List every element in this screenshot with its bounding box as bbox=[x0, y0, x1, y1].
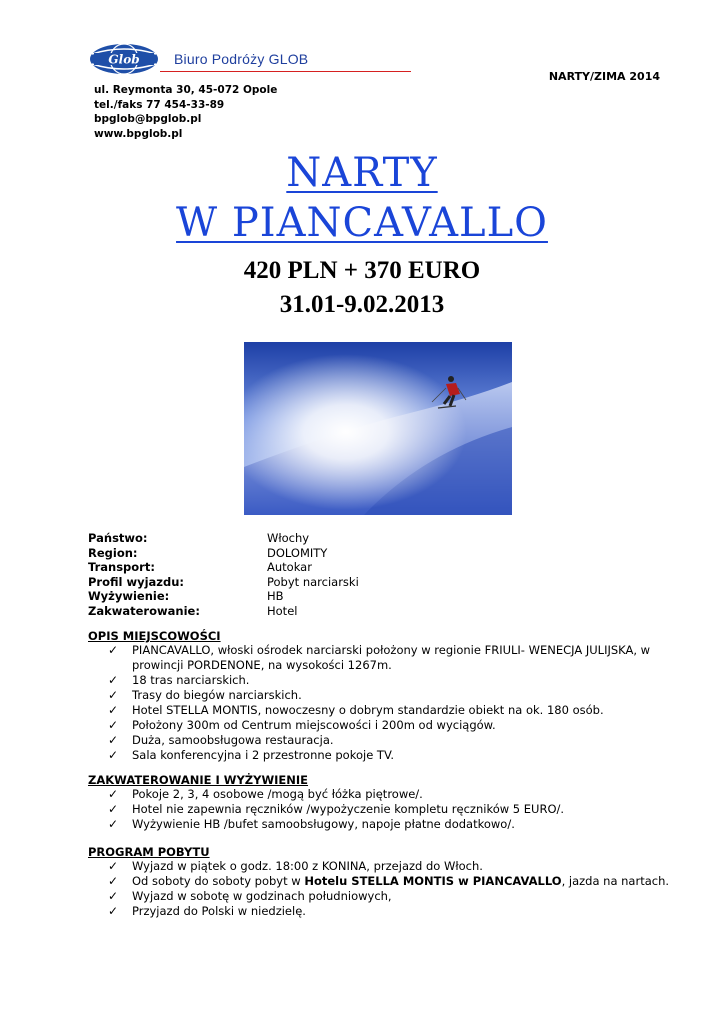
contact-address: ul. Reymonta 30, 45-072 Opole bbox=[94, 84, 278, 96]
detail-row-accommodation bbox=[88, 604, 359, 619]
checkmark-icon: ✓ bbox=[108, 688, 119, 702]
detail-value: Autokar bbox=[267, 560, 312, 575]
list-item: ✓ Sala konferencyjna i 2 przestronne pokoje TV. bbox=[108, 748, 394, 762]
list-item: ✓ PIANCAVALLO, włoski ośrodek narciarski położony w regionie FRIULI- WENECJA JULIJSKA, w prowincji PORDENONE, na wysokości 1267m. bbox=[108, 643, 651, 672]
detail-row-country bbox=[88, 531, 359, 546]
brand-underline bbox=[160, 71, 411, 72]
price: 420 PLN + 370 EURO bbox=[243, 257, 481, 284]
detail-label: Zakwaterowanie: bbox=[88, 603, 200, 618]
detail-label: Wyżywienie: bbox=[88, 589, 170, 604]
detail-label: Transport: bbox=[88, 560, 155, 575]
contact-block bbox=[94, 83, 277, 141]
title-line-1: NARTY bbox=[286, 150, 438, 196]
section-accommodation bbox=[88, 773, 672, 832]
list-item: ✓ Trasy do biegów narciarskich. bbox=[108, 688, 302, 702]
section-heading: ZAKWATEROWANIE I WYŻYWIENIE bbox=[88, 773, 309, 787]
list-item: ✓ Wyżywienie HB /bufet samoobsługowy, napoje płatne dodatkowo/. bbox=[108, 817, 515, 831]
checkmark-icon: ✓ bbox=[108, 904, 119, 918]
list-item: ✓ Położony 300m od Centrum miejscowości i 200m od wyciągów. bbox=[108, 718, 496, 732]
checkmark-icon: ✓ bbox=[108, 802, 119, 816]
list-item: ✓ Wyjazd w piątek o godz. 18:00 z KONINA, przejazd do Włoch. bbox=[108, 859, 483, 873]
detail-label: Państwo: bbox=[88, 531, 148, 545]
list-item: ✓ Przyjazd do Polski w niedzielę. bbox=[108, 904, 306, 918]
checkmark-icon: ✓ bbox=[108, 643, 119, 657]
glob-logo bbox=[88, 42, 160, 76]
svg-text:Glob: Glob bbox=[108, 52, 140, 67]
list-item: ✓ Duża, samoobsługowa restauracja. bbox=[108, 733, 334, 747]
dates: 31.01-9.02.2013 bbox=[279, 291, 445, 318]
list-item: ✓ Od soboty do soboty pobyt w Hotelu STELLA MONTIS w PIANCAVALLO, jazda na nartach. bbox=[108, 874, 670, 888]
list-item: ✓ Hotel nie zapewnia ręczników /wypożyczenie kompletu ręczników 5 EURO/. bbox=[108, 802, 565, 816]
checkmark-icon: ✓ bbox=[108, 817, 119, 831]
detail-row-transport bbox=[88, 560, 359, 575]
contact-website: www.bpglob.pl bbox=[94, 127, 183, 140]
checkmark-icon: ✓ bbox=[108, 703, 119, 717]
detail-value: DOLOMITY bbox=[267, 545, 328, 560]
checkmark-icon: ✓ bbox=[108, 787, 119, 801]
detail-row-board bbox=[88, 589, 359, 604]
detail-label: Profil wyjazdu: bbox=[88, 574, 185, 589]
title-line-2: W PIANCAVALLO bbox=[176, 200, 548, 246]
detail-row-profile bbox=[88, 575, 359, 590]
detail-value: HB bbox=[267, 589, 284, 604]
checkmark-icon: ✓ bbox=[108, 748, 119, 762]
detail-value: Pobyt narciarski bbox=[267, 574, 359, 589]
list-item: ✓ Wyjazd w sobotę w godzinach południowych, bbox=[108, 889, 392, 903]
contact-email: bpglob@bpglob.pl bbox=[94, 113, 202, 125]
checkmark-icon: ✓ bbox=[108, 874, 119, 888]
checkmark-icon: ✓ bbox=[108, 718, 119, 732]
list-item: ✓ Pokoje 2, 3, 4 osobowe /mogą być łóżka piętrowe/. bbox=[108, 787, 423, 801]
checkmark-icon: ✓ bbox=[108, 733, 119, 747]
brand-name: Biuro Podróży GLOB bbox=[174, 51, 309, 67]
detail-value: Włochy bbox=[267, 531, 310, 545]
checkmark-icon: ✓ bbox=[108, 889, 119, 903]
list-item: ✓ 18 tras narciarskich. bbox=[108, 673, 250, 687]
section-heading: PROGRAM POBYTU bbox=[88, 845, 210, 859]
checkmark-icon: ✓ bbox=[108, 673, 119, 687]
section-heading: OPIS MIEJSCOWOŚCI bbox=[88, 629, 221, 643]
detail-label: Region: bbox=[88, 545, 138, 560]
checkmark-icon: ✓ bbox=[108, 859, 119, 873]
offer-code: NARTY/ZIMA 2014 bbox=[548, 70, 660, 83]
list-item: ✓ Hotel STELLA MONTIS, nowoczesny o dobrym standardzie obiekt na ok. 180 osób. bbox=[108, 703, 604, 717]
section-description bbox=[88, 629, 672, 763]
detail-value: Hotel bbox=[267, 603, 298, 618]
skier-photo bbox=[244, 342, 512, 515]
trip-details bbox=[88, 531, 359, 619]
contact-phone: tel./faks 77 454-33-89 bbox=[94, 98, 225, 111]
section-program bbox=[88, 845, 672, 919]
detail-row-region bbox=[88, 546, 359, 561]
